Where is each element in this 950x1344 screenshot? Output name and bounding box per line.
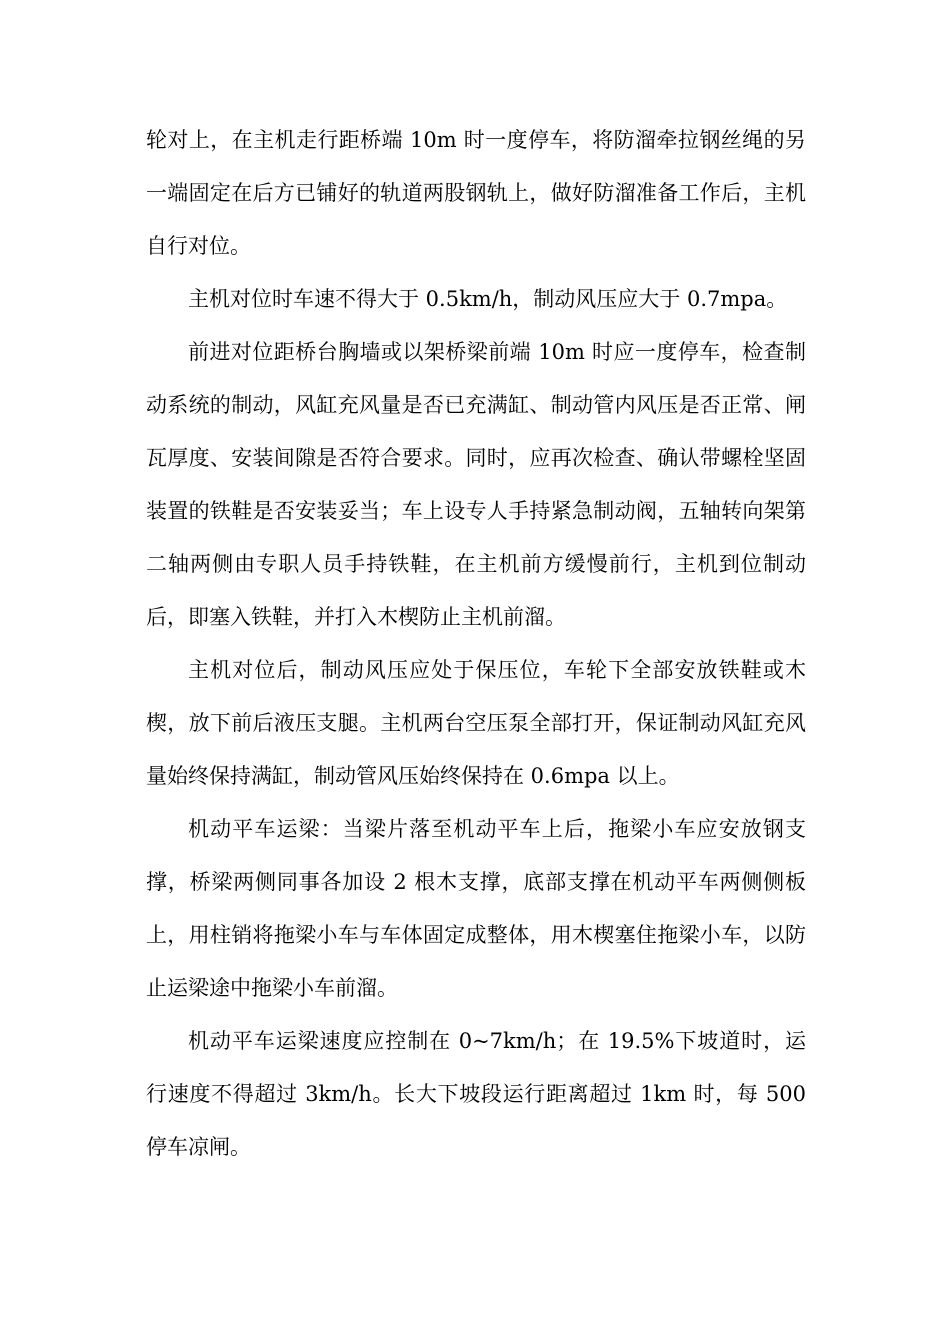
paragraph-4: 主机对位后，制动风压应处于保压位，车轮下全部安放铁鞋或木楔，放下前后液压支腿。主机两台空压泵全部打开，保证制动风缸充风量始终保持满缸，制动管风压始终保持在 0.6mpa 以上。 (146, 658, 806, 788)
document-body (146, 114, 806, 1174)
paragraph-2: 主机对位时车速不得大于 0.5km/h，制动风压应大于 0.7mpa。 (188, 287, 788, 311)
paragraph-6: 机动平车运梁速度应控制在 0~7km/h；在 19.5%下坡道时，运行速度不得超过 3km/h。长大下坡段运行距离超过 1km 时，每 500停车凉闸。 (146, 1029, 806, 1159)
paragraph-1: 轮对上，在主机走行距桥端 10m 时一度停车，将防溜牵拉钢丝绳的另一端固定在后方已铺好的轨道两股钢轨上，做好防溜准备工作后，主机自行对位。 (146, 128, 806, 258)
paragraph-3: 前进对位距桥台胸墙或以架桥梁前端 10m 时应一度停车，检查制动系统的制动，风缸充风量是否已充满缸、制动管内风压是否正常、闸瓦厚度、安装间隙是否符合要求。同时，应再次检查、确认带螺栓坚固装置的铁鞋是否安装妥当；车上设专人手持紧急制动阀，五轴转向架第二轴两侧由专职人员手持铁鞋，在主机前方缓慢前行，主机到位制动后，即塞入铁鞋，并打入木楔防止主机前溜。 (146, 340, 806, 629)
paragraph-5: 机动平车运梁：当梁片落至机动平车上后，拖梁小车应安放钢支撑，桥梁两侧同事各加设 2 根木支撑，底部支撑在机动平车两侧侧板上，用柱销将拖梁小车与车体固定成整体，用木楔塞住拖梁小车，以防止运梁途中拖梁小车前溜。 (146, 817, 806, 1000)
